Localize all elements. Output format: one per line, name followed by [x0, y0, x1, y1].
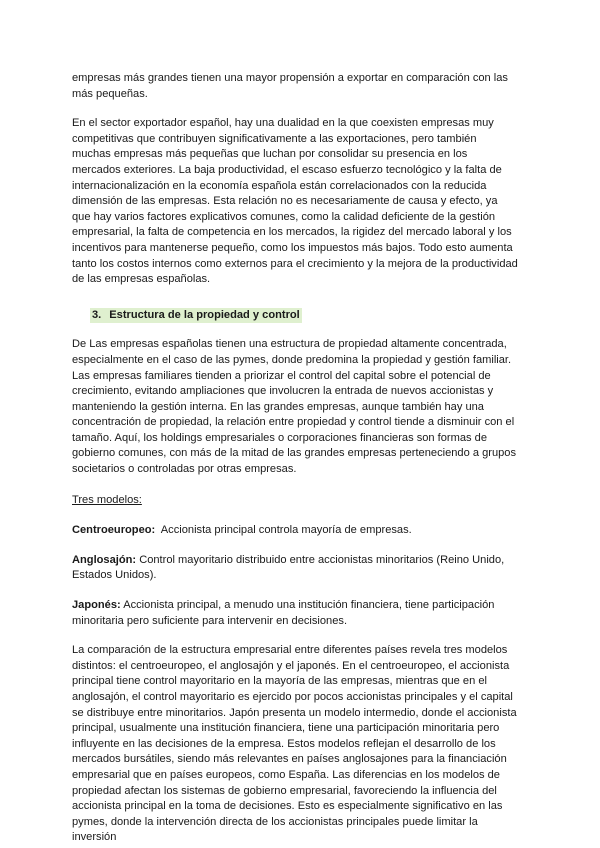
paragraph-comparison: La comparación de la estructura empresarial entre diferentes países revela tres modelos distintos: el centroeuropeo, el anglosajón y el japonés. En el centroeuropeo, el accionista principal tiene control mayoritario en la mayoría de las empresas, mientras que en el anglosajón, el control mayoritario es ejercido por pocos accionistas principales y el capital se distribuye entre minoritarios. Japón presenta un modelo intermedio, donde el accionista principal, usualmente una institución financiera, tiene una participación minoritaria pero influyente en las decisiones de la empresa. Estos modelos reflejan el desarrollo de los mercados bursátiles, siendo más relevantes en países anglosajones para la financiación empresarial que en países europeos, como España. Las diferencias en los modelos de propiedad afectan los sistemas de gobierno empresarial, favoreciendo la influencia del accionista principal en la toma de decisiones. Esto es especialmente significativo en las pymes, donde la intervención directa de los accionistas principales puede limitar la inversión: [72, 644, 517, 844]
model-japones: [72, 598, 518, 629]
section-number: 3.: [92, 308, 102, 321]
models-title: Tres modelos:: [72, 493, 142, 506]
paragraph-ownership: De Las empresas españolas tienen una estructura de propiedad altamente concentrada, especialmente en el caso de las pymes, donde predomina la propiedad y gestión familiar. Las empresas familiares tienden a priorizar el control del capital sobre el potencial de crecimiento, evitando ampliaciones que involucren la entrada de nuevos accionistas y manteniendo la gestión interna. En las grandes empresas, aunque también hay una concentración de propiedad, la relación entre propiedad y control tiende a disminuir con el tamaño. Aquí, los holdings empresariales o corporaciones financieras son formas de gobierno comunes, con más de la mitad de las grandes empresas perteneciendo a grupos societarios o controladas por otras empresas.: [72, 338, 517, 476]
section-title: Estructura de la propiedad y control: [109, 308, 300, 321]
model-description: Accionista principal, a menudo una institución financiera, tiene participación minoritaria pero suficiente para intervenir en decisiones.: [72, 599, 495, 627]
paragraph-intro-continuation: empresas más grandes tienen una mayor propensión a exportar en comparación con las más pequeñas.: [72, 72, 508, 100]
model-description: Accionista principal controla mayoría de empresas.: [160, 524, 412, 537]
section-heading: [90, 308, 302, 324]
model-name: Centroeuropeo:: [72, 524, 156, 537]
model-anglosajon: [72, 553, 518, 584]
model-name: Anglosajón:: [72, 553, 137, 566]
model-name: Japonés:: [72, 599, 121, 612]
model-centroeuropeo: [72, 523, 518, 539]
paragraph-export-sector: En el sector exportador español, hay una dualidad en la que coexisten empresas muy competitivas que contribuyen significativamente a las exportaciones, pero también muchas empresas más pequeñas que luchan por consolidar su presencia en los mercados exteriores. La baja productividad, el escaso esfuerzo tecnológico y la falta de internacionalización en la economía española están correlacionados con la reducida dimensión de las empresas. Esta relación no es necesariamente de causa y efecto, ya que hay varios factores explicativos comunes, como la calidad deficiente de la gestión empresarial, la falta de competencia en los mercados, la rigidez del mercado laboral y los incentivos para mantenerse pequeño, como los impuestos más bajos. Todo esto aumenta tanto los costos internos como externos para el crecimiento y la mejora de la productividad de las empresas españolas.: [72, 117, 518, 286]
model-description: Control mayoritario distribuido entre accionistas minoritarios (Reino Unido, Estados Unidos).: [72, 553, 505, 582]
